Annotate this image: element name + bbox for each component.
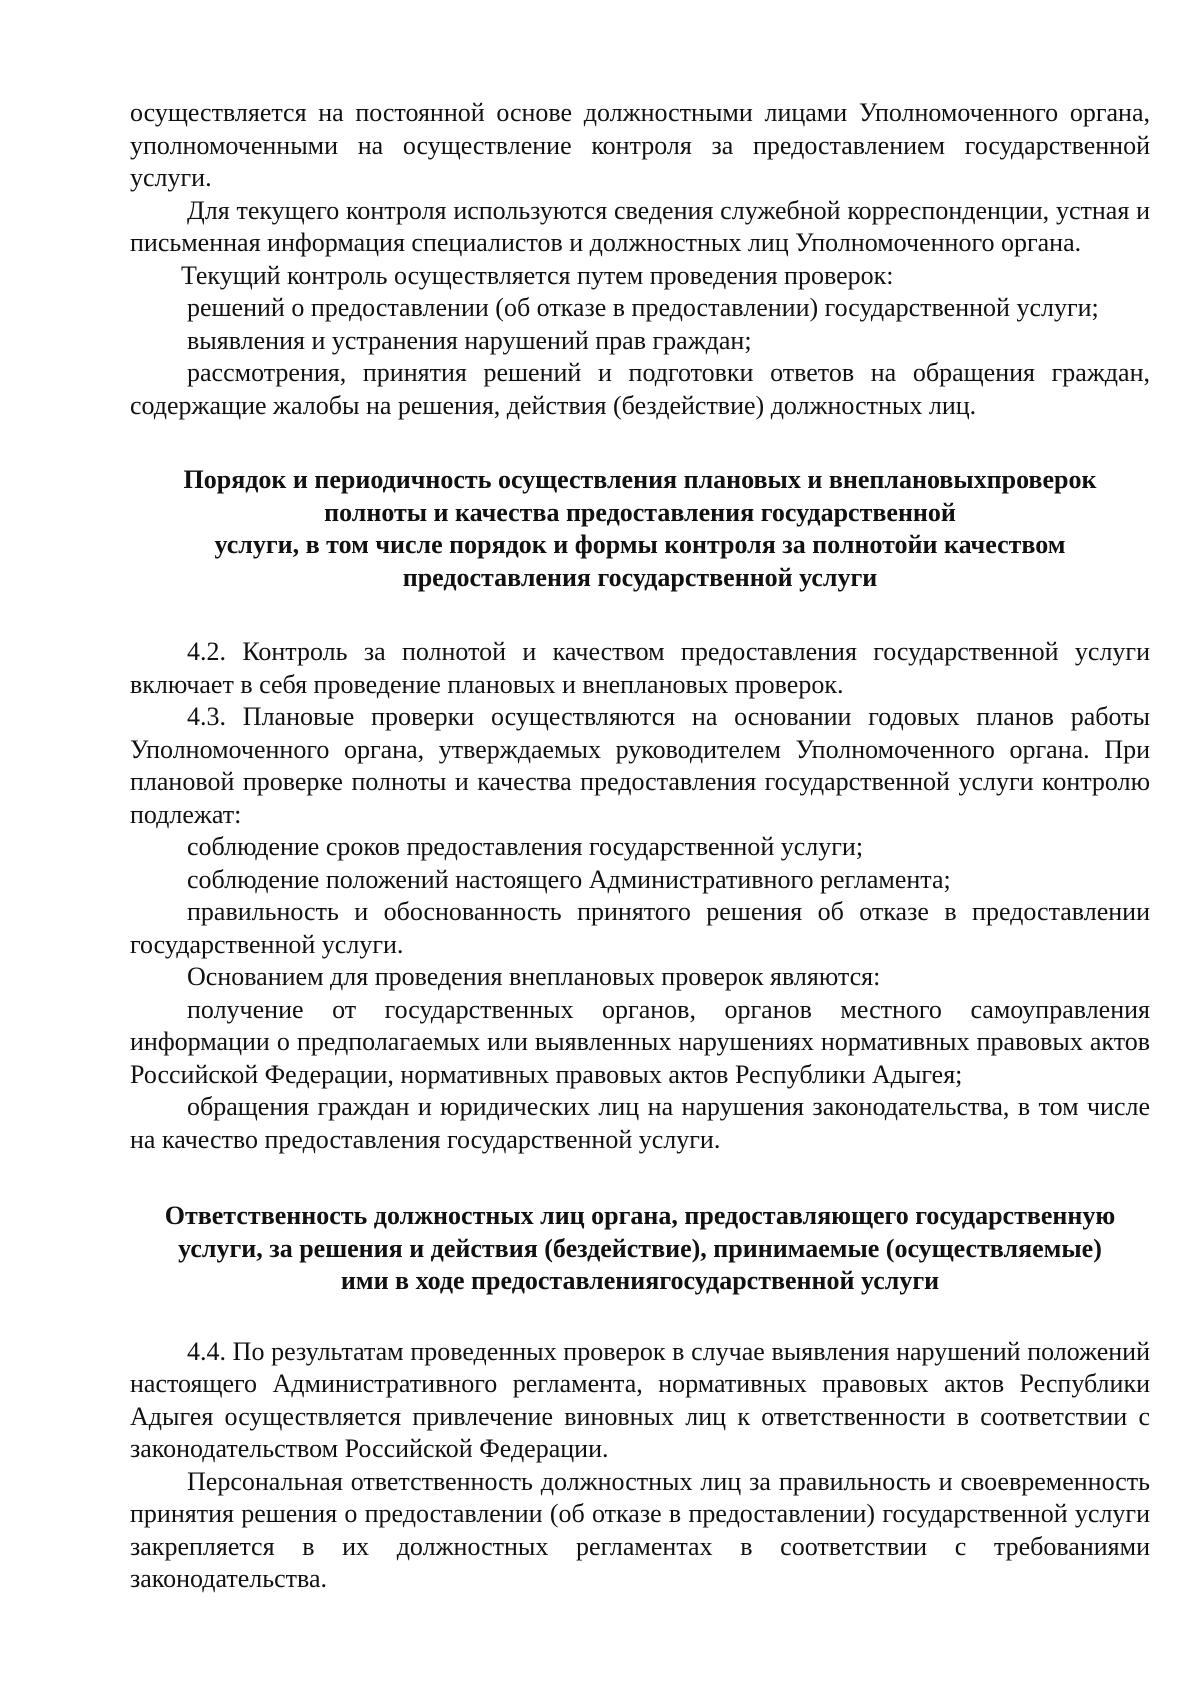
paragraph: осуществляется на постоянной основе должностными лицами Уполномоченного органа, уполномоченными на осуществление контроля за предоставлением государственной услуги. bbox=[130, 98, 1150, 192]
list-item: решений о предоставлении (об отказе в предоставлении) государственной услуги; bbox=[187, 293, 1099, 322]
heading-line: предоставления государственной услуги bbox=[402, 562, 878, 592]
section-responsibility bbox=[130, 1336, 1150, 1596]
list-item: соблюдение положений настоящего Административного регламента; bbox=[187, 864, 951, 894]
heading-line: полноты и качества предоставления государственной bbox=[324, 497, 956, 527]
section-intro bbox=[130, 97, 1150, 422]
list-item: обращения граждан и юридических лиц на нарушения законодательства, в том числе на качество предоставления государственной услуги. bbox=[130, 1092, 1150, 1154]
list-item: получение от государственных органов, органов местного самоуправления информации о предполагаемых или выявленных нарушениях нормативных правовых актов Российской Федерации, нормативных правовых актов Республики Адыгея; bbox=[130, 994, 1150, 1089]
list-item: выявления и устранения нарушений прав граждан; bbox=[187, 325, 752, 355]
list-item: рассмотрения, принятия решений и подготовки ответов на обращения граждан, содержащие жалобы на решения, действия (бездействие) должностных лиц. bbox=[130, 358, 1150, 420]
paragraph: Для текущего контроля используются сведения служебной корреспонденции, устная и письменная информация специалистов и должностных лиц Уполномоченного органа. bbox=[130, 195, 1150, 257]
paragraph: Текущий контроль осуществляется путем проведения проверок: bbox=[181, 260, 894, 290]
heading-line: ими в ходе предоставлениягосударственной услуги bbox=[340, 1266, 940, 1295]
paragraph: Основанием для проведения внеплановых проверок являются: bbox=[187, 962, 881, 991]
heading-line: услуги, в том числе порядок и формы контроля за полнотойи качеством bbox=[214, 530, 1066, 559]
section-checks bbox=[130, 636, 1150, 1156]
section-heading bbox=[130, 464, 1150, 594]
list-item: правильность и обоснованность принятого решения об отказе в предоставлении государственной услуги. bbox=[130, 897, 1150, 959]
paragraph: Персональная ответственность должностных лиц за правильность и своевременность принятия решения о предоставлении (об отказе в предоставлении) государственной услуги закрепляется в их должностных регламентах в соответствии с требованиями законодательства. bbox=[130, 1466, 1150, 1593]
document-page bbox=[130, 97, 1150, 1596]
section-heading bbox=[130, 1200, 1150, 1298]
heading-line: услуги, за решения и действия (бездействие), принимаемые (осуществляемые) bbox=[178, 1233, 1102, 1263]
heading-line: Ответственность должностных лиц органа, предоставляющего государственную bbox=[164, 1201, 1116, 1230]
heading-line: Порядок и периодичность осуществления плановых и внеплановыхпроверок bbox=[183, 465, 1097, 494]
list-item: соблюдение сроков предоставления государственной услуги; bbox=[187, 832, 864, 861]
paragraph: 4.2. Контроль за полнотой и качеством предоставления государственной услуги включает в себя проведение плановых и внеплановых проверок. bbox=[130, 637, 1150, 699]
paragraph: 4.4. По результатам проведенных проверок в случае выявления нарушений положений настоящего Административного регламента, нормативных правовых актов Республики Адыгея осуществляется привлечение виновных лиц к ответственности в соответствии с законодательством Российской Федерации. bbox=[130, 1336, 1150, 1463]
paragraph: 4.3. Плановые проверки осуществляются на основании годовых планов работы Уполномоченного органа, утверждаемых руководителем Уполномоченного органа. При плановой проверке полноты и качества предоставления государственной услуги контролю подлежат: bbox=[130, 702, 1150, 829]
